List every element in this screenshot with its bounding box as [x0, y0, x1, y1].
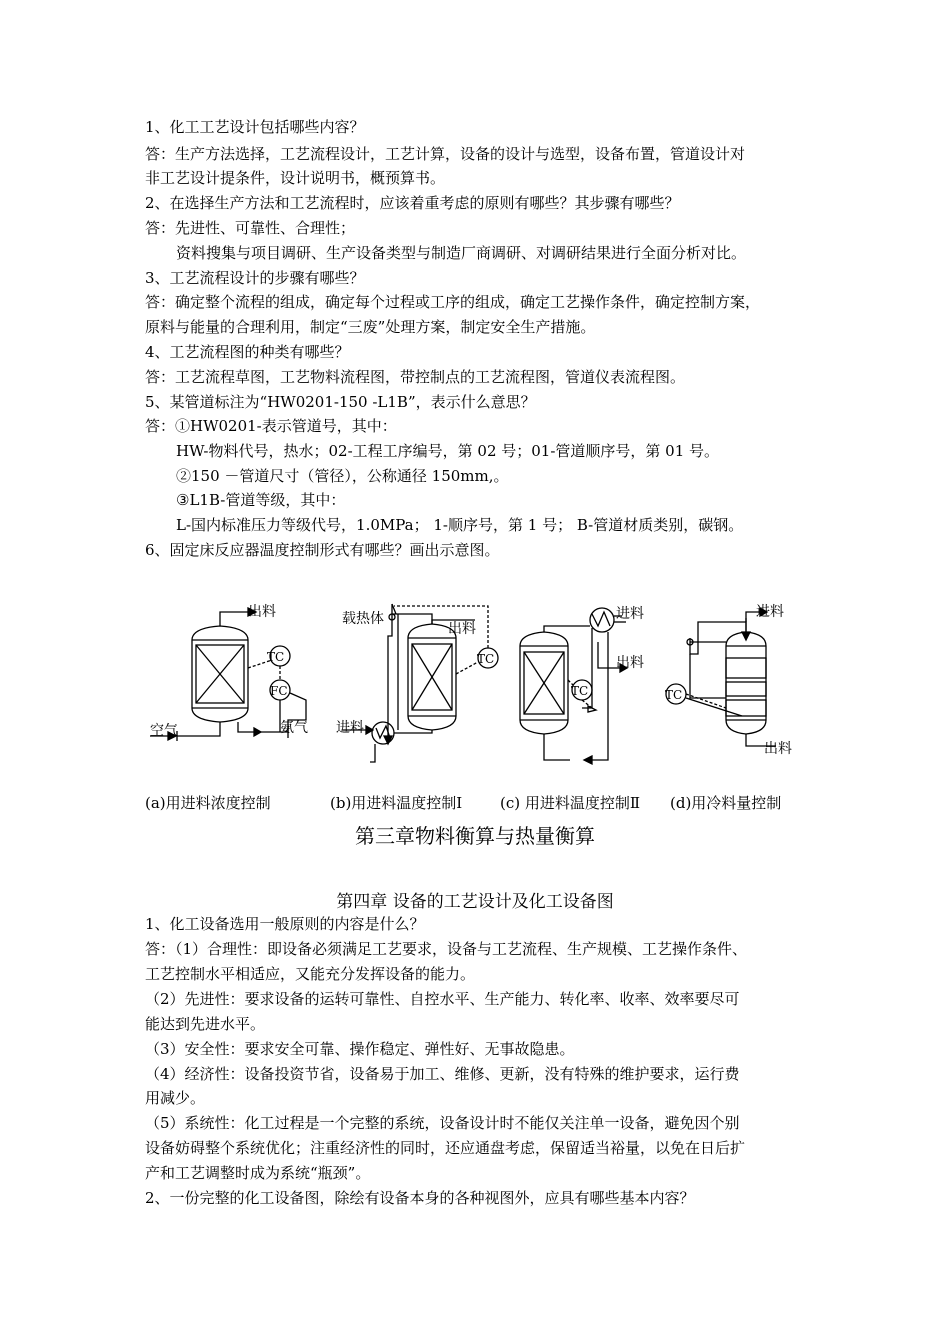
chapter-4-title: 第四章 设备的工艺设计及化工设备图	[336, 892, 614, 912]
answer-3-line-2: 原料与能量的合理利用，制定“三废”处理方案，制定安全生产措施。	[145, 318, 596, 336]
label-inlet-d: 进料	[756, 604, 784, 620]
label-tc-a: TC	[267, 650, 285, 664]
answer-5-line-5: L-国内标准压力等级代号，1.0MPa； 1-顺序号，第 1 号； B-管道材质类别，碳钢。	[176, 516, 744, 534]
diagram-d	[666, 608, 776, 746]
chapter-3-title: 第三章物料衡算与热量衡算	[355, 824, 595, 848]
ch4-answer-line-3: （2）先进性：要求设备的运转可靠性、自控水平、生产能力、转化率、收率、效率要尽可	[145, 990, 740, 1008]
caption-c: (c) 用进料温度控制Ⅱ	[500, 794, 641, 812]
ch4-question-1: 1、化工设备选用一般原则的内容是什么？	[145, 915, 425, 933]
label-inlet-b: 进料	[336, 720, 364, 736]
answer-1-line-1: 答：生产方法选择，工艺流程设计，工艺计算，设备的设计与选型，设备布置，管道设计对	[145, 145, 746, 163]
label-tc-c: TC	[571, 684, 589, 698]
ch4-answer-line-7: 用减少。	[145, 1089, 206, 1107]
ch4-answer-line-6: （4）经济性：设备投资节省，设备易于加工、维修、更新，没有特殊的维护要求，运行费	[145, 1065, 740, 1083]
answer-1-line-2: 非工艺设计提条件，设计说明书，概预算书。	[145, 169, 446, 187]
answer-5-line-3: ②150 －管道尺寸（管径），公称通径 150mm,。	[176, 467, 509, 485]
ch4-answer-line-2: 工艺控制水平相适应，又能充分发挥设备的能力。	[145, 965, 476, 983]
question-1: 1、化工工艺设计包括哪些内容？	[145, 118, 365, 136]
question-5: 5、某管道标注为“HW0201-150 -L1B”，表示什么意思？	[145, 393, 536, 411]
caption-d: (d)用冷料量控制	[670, 794, 782, 812]
label-heat-carrier-b: 载热体	[342, 611, 384, 627]
label-outlet-c: 出料	[616, 655, 644, 671]
label-outlet-a: 出料	[248, 604, 276, 620]
question-4: 4、工艺流程图的种类有哪些？	[145, 343, 350, 361]
answer-5-line-4: ③L1B-管道等级，其中：	[176, 491, 346, 509]
ch4-answer-line-4: 能达到先进水平。	[145, 1015, 266, 1033]
ch4-answer-line-10: 产和工艺调整时成为系统“瓶颈”。	[145, 1164, 371, 1182]
reactor-d-bed-1	[726, 658, 766, 678]
reactor-d-vessel	[726, 632, 766, 734]
ch4-answer-line-9: 设备妨碍整个系统优化；注重经济性的同时，还应通盘考虑，保留适当裕量，以免在日后扩	[145, 1139, 746, 1157]
caption-a: (a)用进料浓度控制	[145, 794, 271, 812]
label-tc-b: TC	[477, 652, 495, 666]
question-3: 3、工艺流程设计的步骤有哪些？	[145, 269, 365, 287]
label-air-a: 空气	[150, 723, 178, 739]
answer-4: 答：工艺流程草图，工艺物料流程图，带控制点的工艺流程图，管道仪表流程图。	[145, 368, 686, 386]
heat-exchanger-c	[590, 608, 614, 632]
reactor-control-diagrams	[130, 590, 810, 790]
answer-2-line-1: 答：先进性、可靠性、合理性；	[145, 219, 356, 237]
ch4-question-2: 2、一份完整的化工设备图，除绘有设备本身的各种视图外，应具有哪些基本内容？	[145, 1189, 695, 1207]
answer-5-line-1: 答：①HW0201-表示管道号，其中：	[145, 417, 397, 435]
label-ammonia-a: 氨气	[280, 720, 308, 736]
label-fc-a: FC	[270, 684, 288, 698]
label-inlet-c: 进料	[616, 606, 644, 622]
answer-5-line-2: HW-物料代号，热水；02-工程工序编号，第 02 号；01-管道顺序号，第 01 号。	[176, 442, 720, 460]
ch4-answer-line-1: 答：（1）合理性：即设备必须满足工艺要求，设备与工艺流程、生产规模、工艺操作条件、	[145, 940, 748, 958]
caption-b: (b)用进料温度控制Ⅰ	[330, 794, 463, 812]
reactor-d-bed-2	[726, 682, 766, 696]
question-6: 6、固定床反应器温度控制形式有哪些？画出示意图。	[145, 541, 500, 559]
answer-2-line-2: 资料搜集与项目调研、生产设备类型与制造厂商调研、对调研结果进行全面分析对比。	[176, 244, 747, 262]
label-outlet-d: 出料	[764, 741, 792, 757]
answer-3-line-1: 答：确定整个流程的组成，确定每个过程或工序的组成，确定工艺操作条件，确定控制方案，	[145, 293, 761, 311]
question-2: 2、在选择生产方法和工艺流程时，应该着重考虑的原则有哪些？其步骤有哪些？	[145, 194, 680, 212]
ch4-answer-line-5: （3）安全性：要求安全可靠、操作稳定、弹性好、无事故隐患。	[145, 1040, 575, 1058]
label-tc-d: TC	[665, 688, 683, 702]
label-outlet-b: 出料	[448, 621, 476, 637]
ch4-answer-line-8: （5）系统性：化工过程是一个完整的系统，设备设计时不能仅关注单一设备，避免因个别	[145, 1114, 740, 1132]
reactor-d-bed-3	[726, 700, 766, 716]
